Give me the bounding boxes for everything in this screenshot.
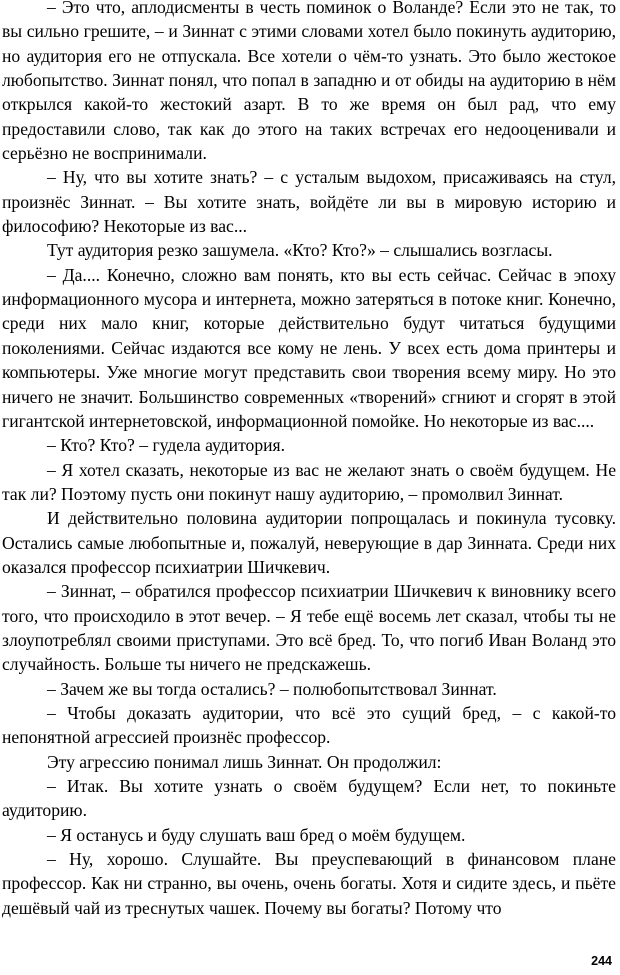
paragraph: И действительно половина аудитории попрощалась и покинула тусовку. Остались самые любопытные и, пожалуй, неверующие в дар Зинната. Среди них оказался профессор психиатрии Шичкевич. <box>2 508 616 577</box>
paragraph: – Я останусь и буду слушать ваш бред о моём будущем. <box>47 824 466 845</box>
paragraph: – Это что, аплодисменты в честь поминок о Воланде? Если это не так, то вы сильно грешите, – и Зиннат с этими словами хотел было покинуть аудиторию, но аудитория его не отпускала. Все хотели о чём-то узнать. Это было жестокое любопытство. Зиннат понял, что попал в западню и от обиды на аудиторию в нём открылся какой-то жестокий азарт. В то же время он был рад, что ему предоставили слово, так как до этого на таких встречах его недооценивали и серьёзно не воспринимали. <box>2 0 616 164</box>
paragraph: – Я хотел сказать, некоторые из вас не желают знать о своём будущем. Не так ли? Поэтому пусть они покинут нашу аудиторию, – промолвил Зиннат. <box>2 459 616 504</box>
paragraph: – Зачем же вы тогда остались? – полюбопытствовал Зиннат. <box>47 678 497 699</box>
paragraph: – Зиннат, – обратился профессор психиатрии Шичкевич к виновнику всего того, что происходило в этот вечер. – Я тебе ещё восемь лет сказал, чтобы ты не злоупотреблял своими приступами. Это всё бред. То, что погиб Иван Воланд это случайность. Больше ты ничего не предскажешь. <box>2 581 616 675</box>
paragraph: Эту агрессию понимал лишь Зиннат. Он продолжил: <box>47 751 442 772</box>
paragraph: – Да.... Конечно, сложно вам понять, кто вы есть сейчас. Сейчас в эпоху информационного мусора и интернета, можно затеряться в потоке книг. Конечно, среди них мало книг, которые действительно будут читаться будущими поколениями. Сейчас издаются все кому не лень. У всех есть дома принтеры и компьютеры. Уже многие могут представить свои творения всему миру. Но это ничего не значит. Большинство современных «творений» сгниют и сгорят в этой гигантской интернетовской, информационной помойке. Но некоторые из вас.... <box>2 264 616 431</box>
paragraph: – Итак. Вы хотите узнать о своём будущем? Если нет, то покиньте аудиторию. <box>2 776 616 821</box>
paragraph: Тут аудитория резко зашумела. «Кто? Кто?» – слышались возгласы. <box>47 240 553 261</box>
paragraph: – Кто? Кто? – гудела аудитория. <box>47 435 286 456</box>
page-number: 244 <box>591 954 612 968</box>
paragraph: – Ну, что вы хотите знать? – с усталым выдохом, присаживаясь на стул, произнёс Зиннат. – Вы хотите знать, войдёте ли вы в мировую историю и философию? Некоторые из вас... <box>2 167 616 237</box>
paragraph: – Ну, хорошо. Слушайте. Вы преуспевающий в финансовом плане профессор. Как ни странно, вы очень, очень богаты. Хотя и сидите здесь, и пьёте дешёвый чай из треснутых чашек. Почему вы богаты? Потому что <box>2 849 616 918</box>
paragraph: – Чтобы доказать аудитории, что всё это сущий бред, – с какой-то непонятной агрессией произнёс профессор. <box>2 702 616 748</box>
